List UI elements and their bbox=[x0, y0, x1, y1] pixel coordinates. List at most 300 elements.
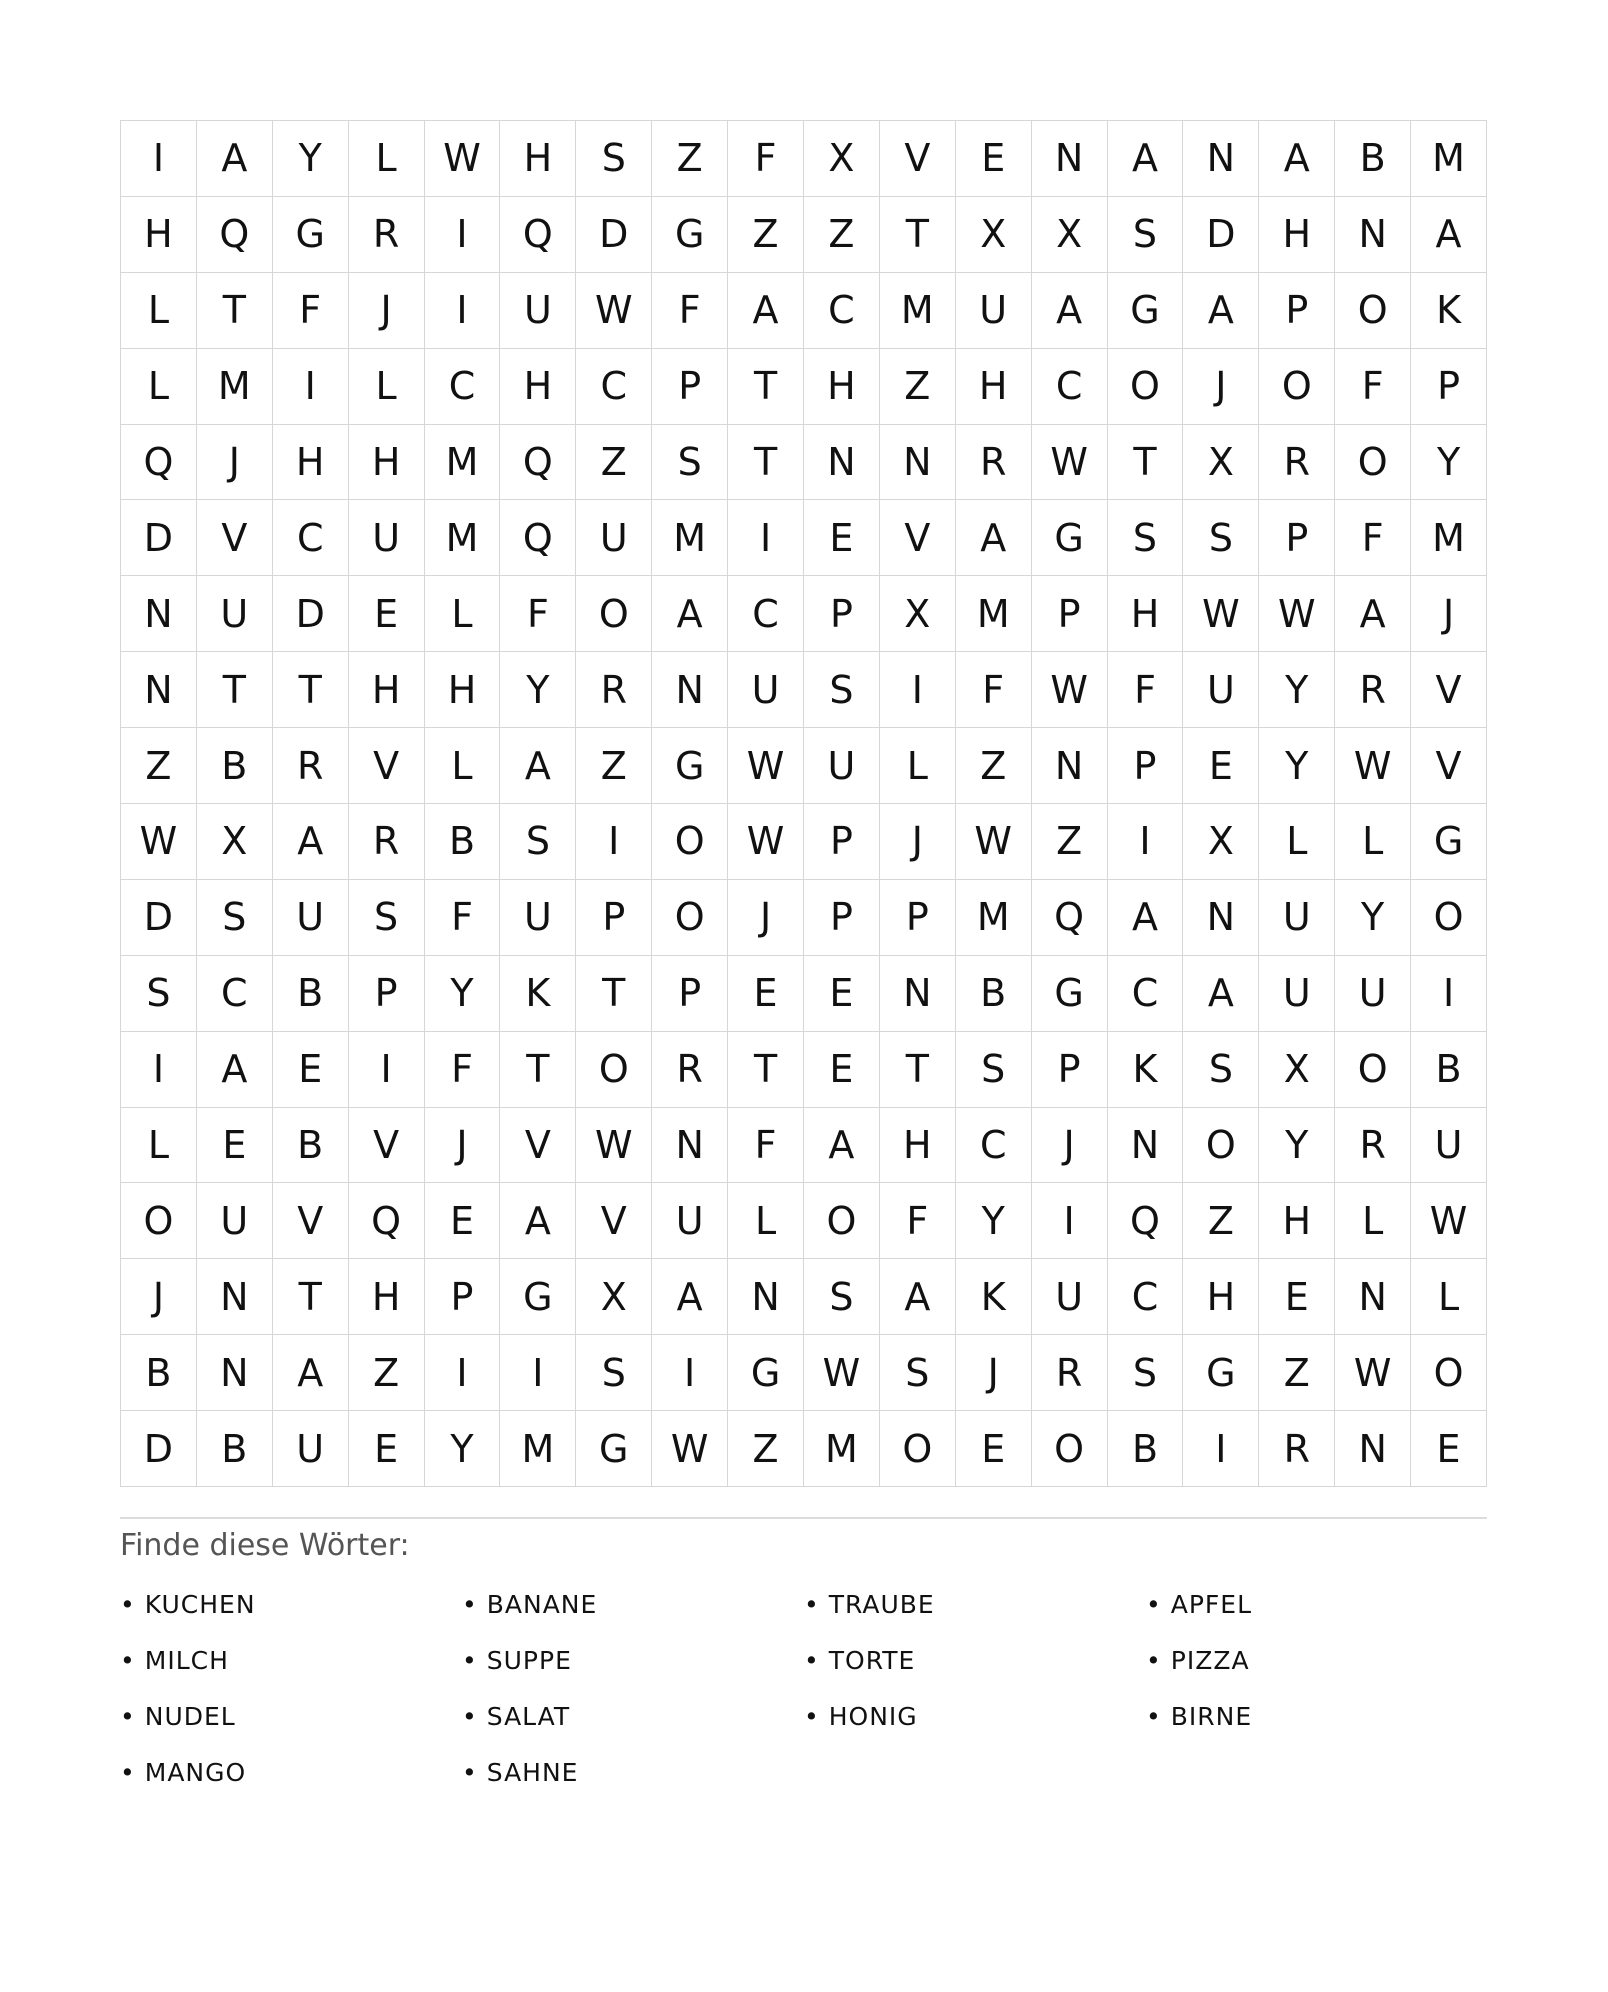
grid-cell[interactable]: B bbox=[121, 1335, 197, 1411]
grid-cell[interactable]: F bbox=[728, 1108, 804, 1184]
grid-cell[interactable]: W bbox=[121, 804, 197, 880]
grid-cell[interactable]: U bbox=[576, 500, 652, 576]
grid-cell[interactable]: R bbox=[1032, 1335, 1108, 1411]
grid-cell[interactable]: U bbox=[1411, 1108, 1487, 1184]
grid-cell[interactable]: S bbox=[500, 804, 576, 880]
grid-cell[interactable]: Y bbox=[1411, 425, 1487, 501]
grid-cell[interactable]: H bbox=[500, 349, 576, 425]
grid-cell[interactable]: Y bbox=[425, 1411, 501, 1487]
grid-cell[interactable]: U bbox=[1335, 956, 1411, 1032]
grid-cell[interactable]: N bbox=[880, 956, 956, 1032]
grid-cell[interactable]: T bbox=[728, 425, 804, 501]
grid-cell[interactable]: A bbox=[197, 1032, 273, 1108]
grid-cell[interactable]: U bbox=[349, 500, 425, 576]
grid-cell[interactable]: A bbox=[1183, 273, 1259, 349]
grid-cell[interactable]: L bbox=[1335, 804, 1411, 880]
grid-cell[interactable]: H bbox=[349, 1259, 425, 1335]
grid-cell[interactable]: H bbox=[349, 425, 425, 501]
grid-cell[interactable]: S bbox=[197, 880, 273, 956]
grid-cell[interactable]: H bbox=[956, 349, 1032, 425]
grid-cell[interactable]: L bbox=[121, 349, 197, 425]
grid-cell[interactable]: E bbox=[804, 956, 880, 1032]
grid-cell[interactable]: F bbox=[425, 880, 501, 956]
grid-cell[interactable]: A bbox=[956, 500, 1032, 576]
grid-cell[interactable]: F bbox=[1335, 349, 1411, 425]
grid-cell[interactable]: W bbox=[652, 1411, 728, 1487]
grid-cell[interactable]: A bbox=[1183, 956, 1259, 1032]
grid-cell[interactable]: H bbox=[804, 349, 880, 425]
grid-cell[interactable]: I bbox=[425, 273, 501, 349]
grid-cell[interactable]: S bbox=[1108, 1335, 1184, 1411]
grid-cell[interactable]: Q bbox=[1108, 1183, 1184, 1259]
grid-cell[interactable]: C bbox=[1108, 956, 1184, 1032]
grid-cell[interactable]: A bbox=[652, 576, 728, 652]
grid-cell[interactable]: R bbox=[1335, 652, 1411, 728]
grid-cell[interactable]: F bbox=[652, 273, 728, 349]
grid-cell[interactable]: P bbox=[349, 956, 425, 1032]
grid-cell[interactable]: C bbox=[1032, 349, 1108, 425]
grid-cell[interactable]: R bbox=[956, 425, 1032, 501]
grid-cell[interactable]: X bbox=[804, 121, 880, 197]
grid-cell[interactable]: I bbox=[728, 500, 804, 576]
grid-cell[interactable]: K bbox=[1108, 1032, 1184, 1108]
grid-cell[interactable]: J bbox=[121, 1259, 197, 1335]
grid-cell[interactable]: N bbox=[1032, 121, 1108, 197]
grid-cell[interactable]: W bbox=[956, 804, 1032, 880]
grid-cell[interactable]: F bbox=[1108, 652, 1184, 728]
grid-cell[interactable]: Y bbox=[1259, 1108, 1335, 1184]
grid-cell[interactable]: Q bbox=[500, 500, 576, 576]
grid-cell[interactable]: X bbox=[1259, 1032, 1335, 1108]
grid-cell[interactable]: I bbox=[652, 1335, 728, 1411]
grid-cell[interactable]: Z bbox=[956, 728, 1032, 804]
grid-cell[interactable]: I bbox=[273, 349, 349, 425]
grid-cell[interactable]: Z bbox=[1032, 804, 1108, 880]
grid-cell[interactable]: Y bbox=[956, 1183, 1032, 1259]
grid-cell[interactable]: H bbox=[1259, 1183, 1335, 1259]
grid-cell[interactable]: A bbox=[1032, 273, 1108, 349]
grid-cell[interactable]: Y bbox=[1335, 880, 1411, 956]
grid-cell[interactable]: N bbox=[652, 1108, 728, 1184]
grid-cell[interactable]: Q bbox=[121, 425, 197, 501]
grid-cell[interactable]: Q bbox=[1032, 880, 1108, 956]
grid-cell[interactable]: P bbox=[1411, 349, 1487, 425]
grid-cell[interactable]: M bbox=[197, 349, 273, 425]
grid-cell[interactable]: F bbox=[273, 273, 349, 349]
grid-cell[interactable]: Y bbox=[1259, 652, 1335, 728]
grid-cell[interactable]: M bbox=[652, 500, 728, 576]
grid-cell[interactable]: G bbox=[1183, 1335, 1259, 1411]
grid-cell[interactable]: W bbox=[1259, 576, 1335, 652]
grid-cell[interactable]: N bbox=[1335, 1411, 1411, 1487]
grid-cell[interactable]: A bbox=[880, 1259, 956, 1335]
grid-cell[interactable]: B bbox=[1335, 121, 1411, 197]
grid-cell[interactable]: O bbox=[652, 804, 728, 880]
grid-cell[interactable]: I bbox=[1032, 1183, 1108, 1259]
grid-cell[interactable]: W bbox=[1335, 1335, 1411, 1411]
grid-cell[interactable]: N bbox=[121, 576, 197, 652]
grid-cell[interactable]: C bbox=[728, 576, 804, 652]
grid-cell[interactable]: V bbox=[273, 1183, 349, 1259]
grid-cell[interactable]: I bbox=[1108, 804, 1184, 880]
grid-cell[interactable]: J bbox=[1411, 576, 1487, 652]
grid-cell[interactable]: X bbox=[1183, 425, 1259, 501]
grid-cell[interactable]: C bbox=[197, 956, 273, 1032]
grid-cell[interactable]: R bbox=[349, 804, 425, 880]
grid-cell[interactable]: Z bbox=[1259, 1335, 1335, 1411]
grid-cell[interactable]: O bbox=[1108, 349, 1184, 425]
grid-cell[interactable]: Z bbox=[576, 728, 652, 804]
grid-cell[interactable]: L bbox=[1259, 804, 1335, 880]
grid-cell[interactable]: R bbox=[652, 1032, 728, 1108]
grid-cell[interactable]: B bbox=[197, 1411, 273, 1487]
grid-cell[interactable]: W bbox=[1335, 728, 1411, 804]
grid-cell[interactable]: C bbox=[425, 349, 501, 425]
grid-cell[interactable]: N bbox=[197, 1259, 273, 1335]
grid-cell[interactable]: J bbox=[956, 1335, 1032, 1411]
grid-cell[interactable]: R bbox=[349, 197, 425, 273]
grid-cell[interactable]: M bbox=[880, 273, 956, 349]
grid-cell[interactable]: T bbox=[728, 349, 804, 425]
grid-cell[interactable]: I bbox=[349, 1032, 425, 1108]
grid-cell[interactable]: W bbox=[1032, 425, 1108, 501]
grid-cell[interactable]: T bbox=[576, 956, 652, 1032]
grid-cell[interactable]: M bbox=[804, 1411, 880, 1487]
grid-cell[interactable]: Z bbox=[576, 425, 652, 501]
grid-cell[interactable]: I bbox=[121, 1032, 197, 1108]
grid-cell[interactable]: F bbox=[728, 121, 804, 197]
grid-cell[interactable]: I bbox=[1183, 1411, 1259, 1487]
grid-cell[interactable]: B bbox=[1108, 1411, 1184, 1487]
grid-cell[interactable]: H bbox=[425, 652, 501, 728]
grid-cell[interactable]: I bbox=[576, 804, 652, 880]
grid-cell[interactable]: Q bbox=[500, 425, 576, 501]
grid-cell[interactable]: P bbox=[1259, 273, 1335, 349]
grid-cell[interactable]: O bbox=[1335, 273, 1411, 349]
grid-cell[interactable]: V bbox=[880, 500, 956, 576]
grid-cell[interactable]: I bbox=[121, 121, 197, 197]
grid-cell[interactable]: O bbox=[576, 576, 652, 652]
grid-cell[interactable]: A bbox=[1108, 121, 1184, 197]
grid-cell[interactable]: M bbox=[500, 1411, 576, 1487]
grid-cell[interactable]: G bbox=[652, 197, 728, 273]
grid-cell[interactable]: L bbox=[1411, 1259, 1487, 1335]
grid-cell[interactable]: C bbox=[576, 349, 652, 425]
grid-cell[interactable]: T bbox=[880, 1032, 956, 1108]
grid-cell[interactable]: W bbox=[728, 804, 804, 880]
grid-cell[interactable]: Q bbox=[197, 197, 273, 273]
grid-cell[interactable]: S bbox=[880, 1335, 956, 1411]
grid-cell[interactable]: A bbox=[500, 1183, 576, 1259]
grid-cell[interactable]: Z bbox=[349, 1335, 425, 1411]
grid-cell[interactable]: Z bbox=[1183, 1183, 1259, 1259]
grid-cell[interactable]: D bbox=[121, 1411, 197, 1487]
grid-cell[interactable]: U bbox=[1032, 1259, 1108, 1335]
grid-cell[interactable]: R bbox=[576, 652, 652, 728]
grid-cell[interactable]: V bbox=[576, 1183, 652, 1259]
grid-cell[interactable]: C bbox=[956, 1108, 1032, 1184]
grid-cell[interactable]: H bbox=[349, 652, 425, 728]
grid-cell[interactable]: Z bbox=[652, 121, 728, 197]
grid-cell[interactable]: A bbox=[500, 728, 576, 804]
grid-cell[interactable]: S bbox=[576, 121, 652, 197]
grid-cell[interactable]: Y bbox=[1259, 728, 1335, 804]
grid-cell[interactable]: F bbox=[956, 652, 1032, 728]
grid-cell[interactable]: K bbox=[956, 1259, 1032, 1335]
grid-cell[interactable]: Q bbox=[500, 197, 576, 273]
grid-cell[interactable]: X bbox=[956, 197, 1032, 273]
grid-cell[interactable]: D bbox=[121, 500, 197, 576]
grid-cell[interactable]: E bbox=[804, 1032, 880, 1108]
grid-cell[interactable]: U bbox=[1183, 652, 1259, 728]
grid-cell[interactable]: N bbox=[197, 1335, 273, 1411]
grid-cell[interactable]: O bbox=[1411, 880, 1487, 956]
grid-cell[interactable]: R bbox=[273, 728, 349, 804]
grid-cell[interactable]: M bbox=[425, 425, 501, 501]
grid-cell[interactable]: T bbox=[880, 197, 956, 273]
grid-cell[interactable]: A bbox=[1335, 576, 1411, 652]
grid-cell[interactable]: E bbox=[956, 121, 1032, 197]
grid-cell[interactable]: S bbox=[1183, 1032, 1259, 1108]
grid-cell[interactable]: D bbox=[273, 576, 349, 652]
grid-cell[interactable]: O bbox=[1335, 425, 1411, 501]
grid-cell[interactable]: W bbox=[1032, 652, 1108, 728]
grid-cell[interactable]: A bbox=[1108, 880, 1184, 956]
grid-cell[interactable]: P bbox=[576, 880, 652, 956]
grid-cell[interactable]: J bbox=[1183, 349, 1259, 425]
grid-cell[interactable]: K bbox=[1411, 273, 1487, 349]
grid-cell[interactable]: N bbox=[1183, 880, 1259, 956]
grid-cell[interactable]: E bbox=[1183, 728, 1259, 804]
grid-cell[interactable]: H bbox=[500, 121, 576, 197]
grid-cell[interactable]: G bbox=[652, 728, 728, 804]
grid-cell[interactable]: P bbox=[1032, 1032, 1108, 1108]
grid-cell[interactable]: Z bbox=[804, 197, 880, 273]
grid-cell[interactable]: O bbox=[1335, 1032, 1411, 1108]
grid-cell[interactable]: X bbox=[1183, 804, 1259, 880]
grid-cell[interactable]: B bbox=[956, 956, 1032, 1032]
grid-cell[interactable]: J bbox=[425, 1108, 501, 1184]
grid-cell[interactable]: K bbox=[500, 956, 576, 1032]
grid-cell[interactable]: U bbox=[1259, 880, 1335, 956]
grid-cell[interactable]: T bbox=[1108, 425, 1184, 501]
grid-cell[interactable]: P bbox=[425, 1259, 501, 1335]
grid-cell[interactable]: U bbox=[197, 576, 273, 652]
grid-cell[interactable]: T bbox=[197, 652, 273, 728]
grid-cell[interactable]: D bbox=[576, 197, 652, 273]
grid-cell[interactable]: U bbox=[804, 728, 880, 804]
grid-cell[interactable]: E bbox=[349, 576, 425, 652]
grid-cell[interactable]: O bbox=[121, 1183, 197, 1259]
grid-cell[interactable]: B bbox=[197, 728, 273, 804]
grid-cell[interactable]: U bbox=[956, 273, 1032, 349]
grid-cell[interactable]: N bbox=[804, 425, 880, 501]
grid-cell[interactable]: O bbox=[1411, 1335, 1487, 1411]
grid-cell[interactable]: M bbox=[425, 500, 501, 576]
grid-cell[interactable]: V bbox=[880, 121, 956, 197]
grid-cell[interactable]: N bbox=[728, 1259, 804, 1335]
grid-cell[interactable]: V bbox=[349, 1108, 425, 1184]
grid-cell[interactable]: N bbox=[652, 652, 728, 728]
grid-cell[interactable]: N bbox=[880, 425, 956, 501]
grid-cell[interactable]: W bbox=[576, 1108, 652, 1184]
grid-cell[interactable]: N bbox=[1183, 121, 1259, 197]
grid-cell[interactable]: X bbox=[880, 576, 956, 652]
grid-cell[interactable]: G bbox=[576, 1411, 652, 1487]
grid-cell[interactable]: T bbox=[197, 273, 273, 349]
grid-cell[interactable]: H bbox=[121, 197, 197, 273]
grid-cell[interactable]: C bbox=[1108, 1259, 1184, 1335]
grid-cell[interactable]: P bbox=[652, 956, 728, 1032]
grid-cell[interactable]: N bbox=[1032, 728, 1108, 804]
grid-cell[interactable]: V bbox=[500, 1108, 576, 1184]
grid-cell[interactable]: U bbox=[500, 273, 576, 349]
grid-cell[interactable]: U bbox=[273, 1411, 349, 1487]
grid-cell[interactable]: U bbox=[1259, 956, 1335, 1032]
grid-cell[interactable]: E bbox=[956, 1411, 1032, 1487]
grid-cell[interactable]: M bbox=[956, 576, 1032, 652]
grid-cell[interactable]: J bbox=[880, 804, 956, 880]
grid-cell[interactable]: I bbox=[1411, 956, 1487, 1032]
grid-cell[interactable]: U bbox=[197, 1183, 273, 1259]
grid-cell[interactable]: L bbox=[425, 576, 501, 652]
grid-cell[interactable]: A bbox=[1259, 121, 1335, 197]
grid-cell[interactable]: A bbox=[804, 1108, 880, 1184]
grid-cell[interactable]: J bbox=[197, 425, 273, 501]
grid-cell[interactable]: A bbox=[273, 1335, 349, 1411]
grid-cell[interactable]: R bbox=[1259, 1411, 1335, 1487]
grid-cell[interactable]: A bbox=[728, 273, 804, 349]
grid-cell[interactable]: V bbox=[1411, 652, 1487, 728]
grid-cell[interactable]: L bbox=[425, 728, 501, 804]
grid-cell[interactable]: S bbox=[349, 880, 425, 956]
grid-cell[interactable]: A bbox=[197, 121, 273, 197]
grid-cell[interactable]: S bbox=[1108, 197, 1184, 273]
grid-cell[interactable]: E bbox=[1259, 1259, 1335, 1335]
grid-cell[interactable]: S bbox=[804, 652, 880, 728]
grid-cell[interactable]: V bbox=[1411, 728, 1487, 804]
grid-cell[interactable]: H bbox=[1108, 576, 1184, 652]
grid-cell[interactable]: R bbox=[1335, 1108, 1411, 1184]
grid-cell[interactable]: G bbox=[1032, 500, 1108, 576]
grid-cell[interactable]: U bbox=[273, 880, 349, 956]
grid-cell[interactable]: O bbox=[1183, 1108, 1259, 1184]
grid-cell[interactable]: H bbox=[1259, 197, 1335, 273]
grid-cell[interactable]: L bbox=[1335, 1183, 1411, 1259]
grid-cell[interactable]: W bbox=[576, 273, 652, 349]
grid-cell[interactable]: Y bbox=[425, 956, 501, 1032]
grid-cell[interactable]: F bbox=[425, 1032, 501, 1108]
grid-cell[interactable]: Y bbox=[500, 652, 576, 728]
grid-cell[interactable]: T bbox=[273, 652, 349, 728]
grid-cell[interactable]: O bbox=[804, 1183, 880, 1259]
grid-cell[interactable]: E bbox=[728, 956, 804, 1032]
grid-cell[interactable]: M bbox=[956, 880, 1032, 956]
grid-cell[interactable]: H bbox=[273, 425, 349, 501]
grid-cell[interactable]: T bbox=[728, 1032, 804, 1108]
grid-cell[interactable]: B bbox=[425, 804, 501, 880]
grid-cell[interactable]: G bbox=[1411, 804, 1487, 880]
grid-cell[interactable]: L bbox=[121, 273, 197, 349]
grid-cell[interactable]: C bbox=[804, 273, 880, 349]
grid-cell[interactable]: G bbox=[500, 1259, 576, 1335]
grid-cell[interactable]: W bbox=[728, 728, 804, 804]
grid-cell[interactable]: T bbox=[273, 1259, 349, 1335]
grid-cell[interactable]: I bbox=[500, 1335, 576, 1411]
grid-cell[interactable]: Z bbox=[121, 728, 197, 804]
grid-cell[interactable]: B bbox=[273, 956, 349, 1032]
grid-cell[interactable]: A bbox=[1411, 197, 1487, 273]
grid-cell[interactable]: X bbox=[576, 1259, 652, 1335]
grid-cell[interactable]: W bbox=[1183, 576, 1259, 652]
grid-cell[interactable]: H bbox=[880, 1108, 956, 1184]
grid-cell[interactable]: P bbox=[804, 576, 880, 652]
grid-cell[interactable]: Y bbox=[273, 121, 349, 197]
grid-cell[interactable]: P bbox=[1032, 576, 1108, 652]
grid-cell[interactable]: P bbox=[804, 804, 880, 880]
grid-cell[interactable]: V bbox=[349, 728, 425, 804]
grid-cell[interactable]: W bbox=[1411, 1183, 1487, 1259]
grid-cell[interactable]: F bbox=[1335, 500, 1411, 576]
grid-cell[interactable]: M bbox=[1411, 500, 1487, 576]
grid-cell[interactable]: Z bbox=[728, 197, 804, 273]
grid-cell[interactable]: S bbox=[121, 956, 197, 1032]
grid-cell[interactable]: S bbox=[804, 1259, 880, 1335]
grid-cell[interactable]: S bbox=[1183, 500, 1259, 576]
grid-cell[interactable]: R bbox=[1259, 425, 1335, 501]
grid-cell[interactable]: S bbox=[1108, 500, 1184, 576]
grid-cell[interactable]: I bbox=[425, 197, 501, 273]
grid-cell[interactable]: L bbox=[728, 1183, 804, 1259]
grid-cell[interactable]: O bbox=[1032, 1411, 1108, 1487]
grid-cell[interactable]: N bbox=[1335, 1259, 1411, 1335]
grid-cell[interactable]: I bbox=[425, 1335, 501, 1411]
grid-cell[interactable]: J bbox=[1032, 1108, 1108, 1184]
grid-cell[interactable]: V bbox=[197, 500, 273, 576]
grid-cell[interactable]: F bbox=[880, 1183, 956, 1259]
grid-cell[interactable]: A bbox=[652, 1259, 728, 1335]
grid-cell[interactable]: P bbox=[804, 880, 880, 956]
grid-cell[interactable]: E bbox=[1411, 1411, 1487, 1487]
grid-cell[interactable]: A bbox=[273, 804, 349, 880]
grid-cell[interactable]: S bbox=[576, 1335, 652, 1411]
grid-cell[interactable]: X bbox=[1032, 197, 1108, 273]
grid-cell[interactable]: P bbox=[1108, 728, 1184, 804]
grid-cell[interactable]: P bbox=[880, 880, 956, 956]
grid-cell[interactable]: G bbox=[1032, 956, 1108, 1032]
grid-cell[interactable]: Z bbox=[728, 1411, 804, 1487]
grid-cell[interactable]: G bbox=[728, 1335, 804, 1411]
grid-cell[interactable]: E bbox=[197, 1108, 273, 1184]
grid-cell[interactable]: O bbox=[880, 1411, 956, 1487]
grid-cell[interactable]: B bbox=[1411, 1032, 1487, 1108]
grid-cell[interactable]: B bbox=[273, 1108, 349, 1184]
grid-cell[interactable]: L bbox=[349, 349, 425, 425]
grid-cell[interactable]: S bbox=[956, 1032, 1032, 1108]
grid-cell[interactable]: J bbox=[349, 273, 425, 349]
grid-cell[interactable]: E bbox=[804, 500, 880, 576]
grid-cell[interactable]: P bbox=[1259, 500, 1335, 576]
grid-cell[interactable]: E bbox=[273, 1032, 349, 1108]
grid-cell[interactable]: H bbox=[1183, 1259, 1259, 1335]
grid-cell[interactable]: U bbox=[652, 1183, 728, 1259]
grid-cell[interactable]: L bbox=[121, 1108, 197, 1184]
grid-cell[interactable]: O bbox=[1259, 349, 1335, 425]
grid-cell[interactable]: N bbox=[1108, 1108, 1184, 1184]
grid-cell[interactable]: O bbox=[652, 880, 728, 956]
grid-cell[interactable]: U bbox=[500, 880, 576, 956]
grid-cell[interactable]: N bbox=[1335, 197, 1411, 273]
